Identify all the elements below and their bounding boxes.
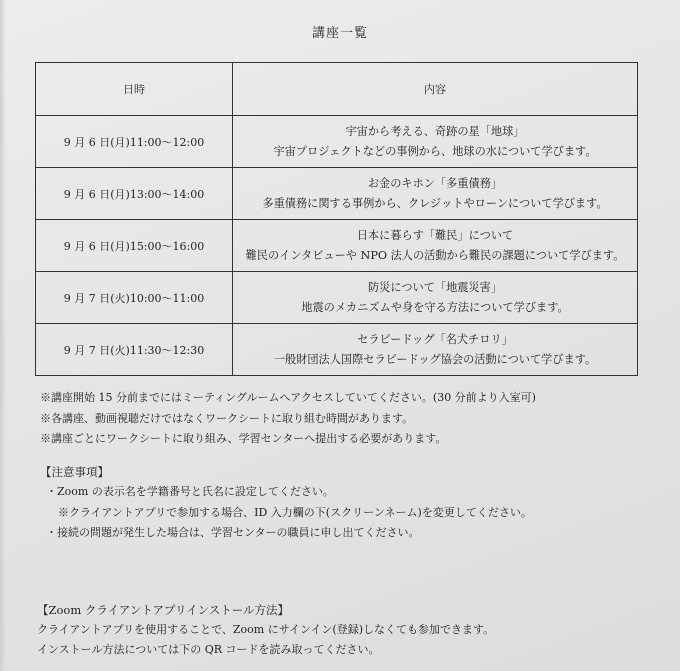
table-row [36,272,638,324]
row-content [233,116,638,168]
zoom-install-line: クライアントアプリを使用することで、Zoom にサインイン(登録)しなくても参加できます。 [37,623,495,636]
caution-subitem: ※クライアントアプリで参加する場合、ID 入力欄の下(スクリーンネーム)を変更してください。 [58,505,532,519]
row-desc: 難民のインタビューや NPO 法人の活動から難民の課題について学びます。 [245,248,625,262]
row-date: 9 月 6 日(月)15:00～16:00 [36,220,233,272]
caution-item: ・Zoom の表示名を学籍番号と氏名に設定してください。 [46,485,334,498]
row-content [233,324,638,376]
row-date: 9 月 6 日(月)13:00～14:00 [36,168,233,220]
page-title: 講座一覧 [311,26,368,41]
row-desc: 宇宙プロジェクトなどの事例から、地球の水について学びます。 [273,144,597,158]
paper-edge [0,0,6,671]
row-desc: 一般財団法人国際セラピードッグ協会の活動について学びます。 [273,352,597,366]
schedule-table [35,62,638,376]
header-date: 日時 [36,63,233,116]
table-row [36,116,638,168]
zoom-install-title: 【Zoom クライアントアプリインストール方法】 [37,603,290,617]
row-title: 防災について「地震災害」 [367,280,503,294]
row-date: 9 月 6 日(月)11:00～12:00 [36,116,233,168]
row-content [233,272,638,324]
table-row [36,168,638,220]
zoom-install-block [37,600,494,660]
row-title: セラピードッグ「名犬チロリ」 [357,332,513,346]
row-desc: 地震のメカニズムや身を守る方法について学びます。 [301,300,569,314]
table-header-row [36,63,638,116]
zoom-install-line: インストール方法については下の QR コードを読み取ってください。 [37,643,380,656]
notes-block [40,388,536,544]
header-content: 内容 [233,63,638,116]
caution-title: 【注意事項】 [40,464,109,479]
caution-item: ・接続の問題が発生した場合は、学習センターの職員に申し出てください。 [46,526,420,539]
table-row [36,220,638,272]
row-title: お金のキホン「多重債務」 [367,176,503,190]
note-line: ※講座開始 15 分前までにはミーティングルームへアクセスしていてください。(30 分前より入室可) [40,391,536,404]
table-row [36,324,638,376]
row-content [233,168,638,220]
note-line: ※講座ごとにワークシートに取り組み、学習センターへ提出する必要があります。 [40,432,447,445]
row-title: 日本に暮らす「難民」について [356,228,514,242]
row-date: 9 月 7 日(火)10:00～11:00 [36,272,233,324]
row-desc: 多重債務に関する事例から、クレジットやローンについて学びます。 [262,196,608,210]
row-content [233,220,638,272]
note-line: ※各講座、動画視聴だけではなくワークシートに取り組む時間があります。 [40,411,414,425]
row-title: 宇宙から考える、奇跡の星「地球」 [345,124,525,138]
row-date: 9 月 7 日(火)11:30～12:30 [36,324,233,376]
